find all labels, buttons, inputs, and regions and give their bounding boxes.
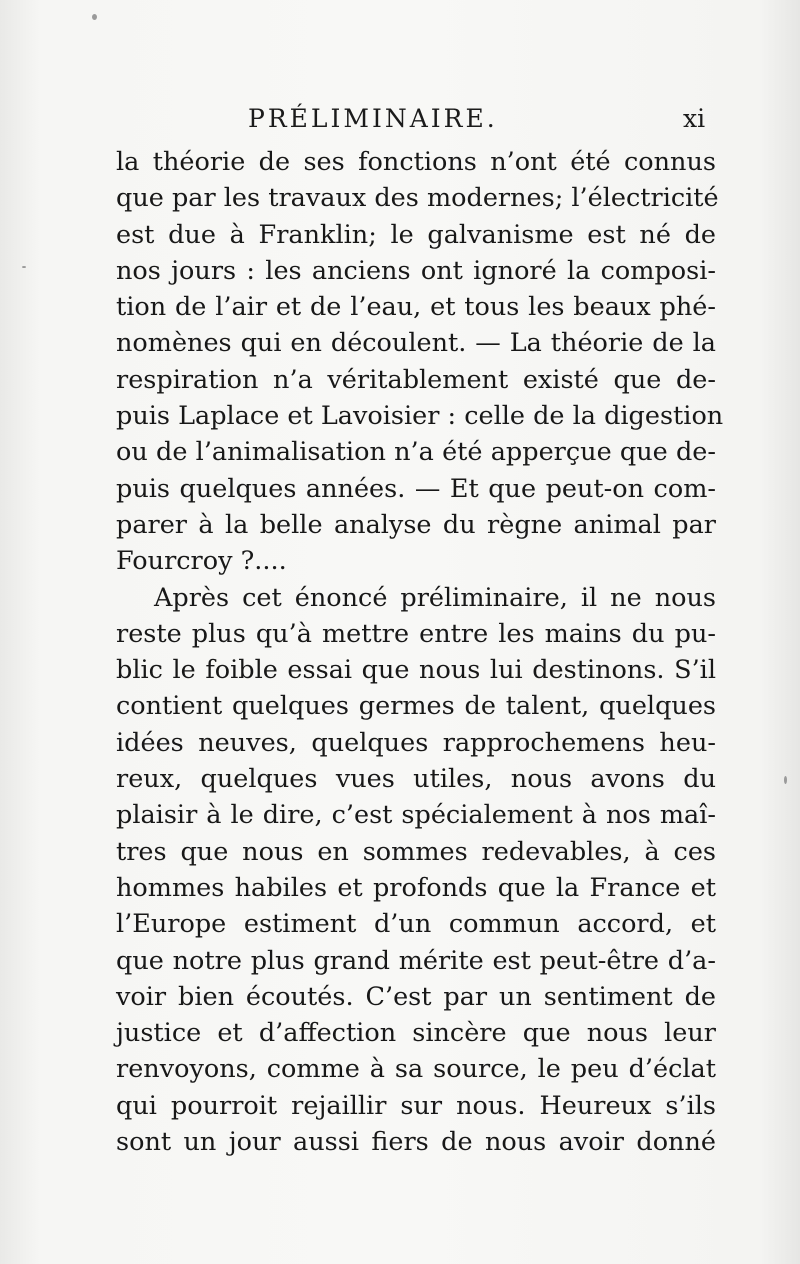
text-line: respiration n’a véritablement existé que de-	[116, 364, 716, 395]
text-line: reste plus qu’à mettre entre les mains du pu-	[116, 618, 716, 649]
text-line: plaisir à le dire, c’est spécialement à nos maî-	[116, 800, 716, 831]
text-line: que notre plus grand mérite est peut-être d’a-	[116, 945, 716, 976]
text-line: puis quelques années. — Et que peut-on com-	[116, 473, 716, 504]
running-title: PRÉLIMINAIRE.	[248, 104, 498, 133]
text-line: nomènes qui en découlent. — La théorie de la	[116, 328, 716, 359]
page-header	[0, 104, 800, 140]
text-line: qui pourroit rejaillir sur nous. Heureux s’ils	[116, 1090, 716, 1121]
text-line: Après cet énoncé préliminaire, il ne nous	[154, 582, 716, 613]
text-line: renvoyons, comme à sa source, le peu d’éclat	[116, 1054, 716, 1085]
text-line: voir bien écoutés. C’est par un sentiment de	[116, 981, 716, 1012]
text-line: tres que nous en sommes redevables, à ces	[116, 836, 716, 867]
scan-speck	[784, 776, 787, 784]
text-line: l’Europe estiment d’un commun accord, et	[116, 909, 716, 940]
text-line: que par les travaux des modernes; l’électricité	[116, 183, 719, 214]
text-line: puis Laplace et Lavoisier : celle de la digestion	[116, 401, 724, 432]
text-line: ou de l’animalisation n’a été apperçue que de-	[116, 437, 716, 468]
scan-speck	[92, 14, 97, 20]
text-line: justice et d’affection sincère que nous leur	[116, 1018, 716, 1049]
text-line: tion de l’air et de l’eau, et tous les beaux phé-	[116, 292, 716, 323]
text-line: hommes habiles et profonds que la France et	[116, 872, 716, 903]
scan-speck	[22, 266, 26, 268]
text-line: nos jours : les anciens ont ignoré la composi-	[116, 255, 716, 286]
text-line: Fourcroy ?....	[116, 546, 287, 577]
text-line: est due à Franklin; le galvanisme est né de	[116, 219, 716, 250]
text-line: blic le foible essai que nous lui destinons. S’il	[116, 655, 716, 686]
text-line: la théorie de ses fonctions n’ont été connus	[116, 147, 716, 177]
text-line: contient quelques germes de talent, quelques	[116, 691, 716, 722]
text-line: parer à la belle analyse du règne animal par	[116, 509, 716, 540]
page-number: xi	[683, 104, 706, 133]
body-text	[116, 144, 724, 1160]
text-line: idées neuves, quelques rapprochemens heu-	[116, 727, 716, 758]
text-line: reux, quelques vues utiles, nous avons du	[116, 764, 716, 795]
text-line: sont un jour aussi fiers de nous avoir donné	[116, 1127, 716, 1158]
